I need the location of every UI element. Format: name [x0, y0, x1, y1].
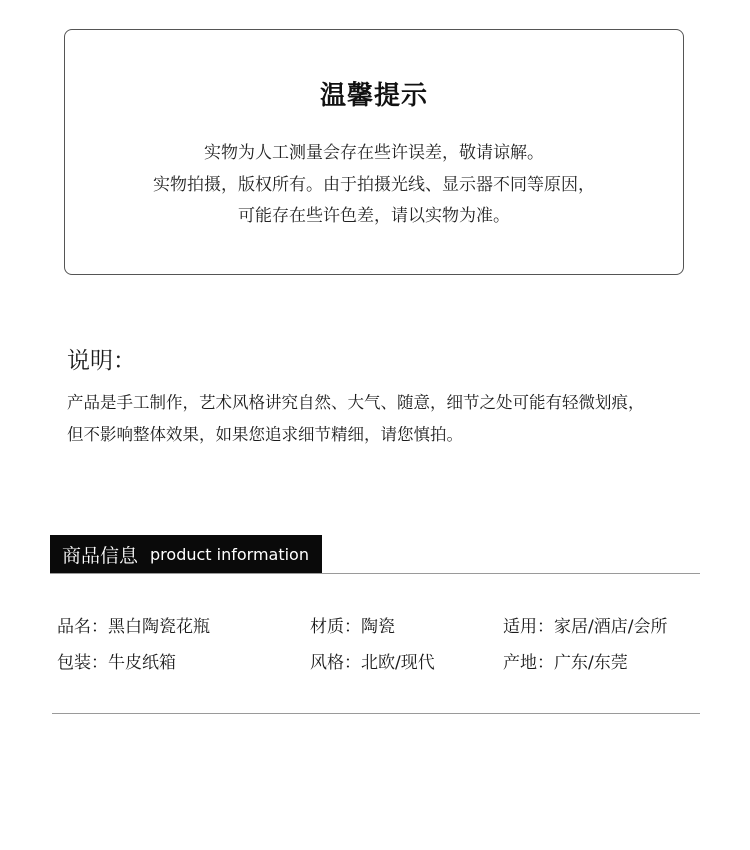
- description-text: [67, 387, 707, 450]
- info-row: [57, 645, 707, 681]
- notice-line: 实物拍摄，版权所有。由于拍摄光线、显示器不同等原因，: [153, 174, 595, 195]
- notice-box: [64, 29, 684, 275]
- notice-line: 实物为人工测量会存在些许误差，敬请谅解。: [204, 143, 544, 163]
- description-section: [67, 346, 707, 450]
- info-name: 品名：黑白陶瓷花瓶: [57, 617, 210, 637]
- description-heading: 说明：: [67, 348, 136, 374]
- info-packaging: 包装：牛皮纸箱: [57, 653, 176, 673]
- product-info-header: [50, 535, 700, 574]
- description-line: 但不影响整体效果，如果您追求细节精细，请您慎拍。: [67, 424, 463, 444]
- product-info-title-cn: 商品信息: [62, 544, 139, 567]
- notice-title: 温馨提示: [319, 81, 428, 111]
- product-info-title-en: product information: [150, 544, 309, 564]
- product-info-tab: [50, 535, 322, 573]
- info-material: 材质：陶瓷: [310, 617, 395, 637]
- product-info-grid: [57, 609, 707, 681]
- info-style: 风格：北欧/现代: [310, 653, 435, 673]
- notice-line: 可能存在些许色差，请以实物为准。: [238, 206, 510, 226]
- description-line: 产品是手工制作，艺术风格讲究自然、大气、随意，细节之处可能有轻微划痕，: [67, 393, 645, 412]
- info-origin: 产地：广东/东莞: [503, 653, 628, 673]
- bottom-divider: [52, 713, 700, 714]
- info-usage: 适用：家居/酒店/会所: [503, 617, 668, 637]
- info-row: [57, 609, 707, 645]
- notice-text: [65, 138, 683, 233]
